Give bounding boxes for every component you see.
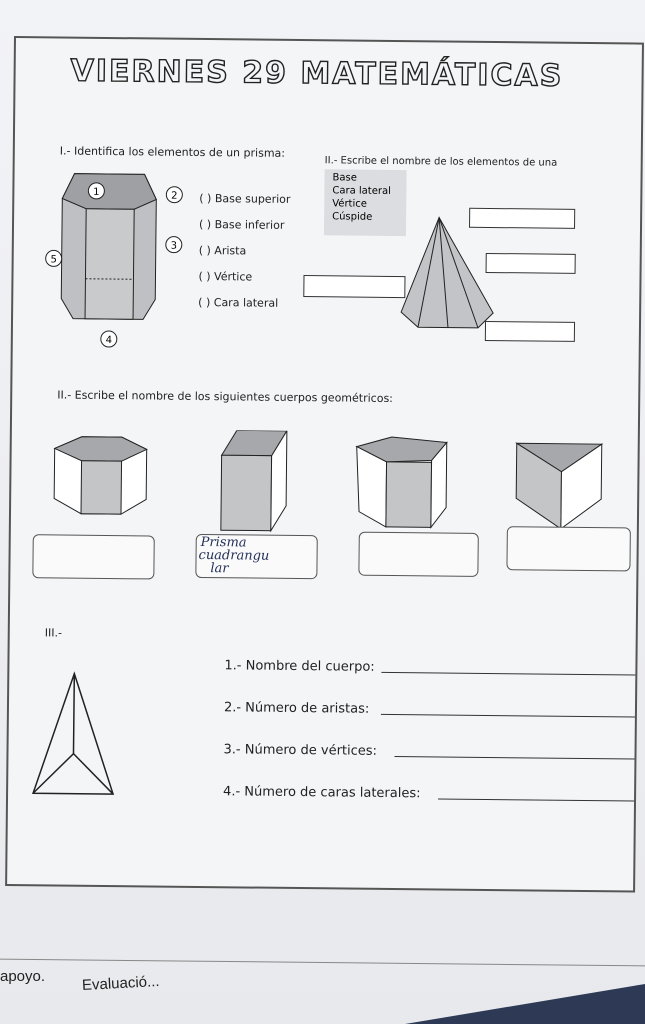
answer-box-3[interactable] <box>358 532 478 577</box>
word-base: Base <box>332 172 357 184</box>
answer-box-cuspide[interactable] <box>469 208 575 229</box>
question-3: 3.- Número de vértices: <box>223 742 378 759</box>
handwritten-line-3: lar <box>210 561 229 577</box>
word-vertice: Vértice <box>332 198 368 210</box>
prism-item-base-inferior: ( ) Base inferior <box>198 217 285 232</box>
answer-box-base[interactable] <box>303 275 405 298</box>
word-cara-lateral: Cara lateral <box>332 185 391 197</box>
prism-item-cara-lateral: ( ) Cara lateral <box>198 295 279 310</box>
answer-box-vertice[interactable] <box>485 321 575 342</box>
answer-box-cara[interactable] <box>486 253 576 274</box>
rectangular-prism <box>221 430 287 531</box>
handwritten-line-1: Prisma <box>200 534 247 551</box>
prism-item-base-superior: ( ) Base superior <box>199 191 291 206</box>
hexagonal-prism-diagram <box>43 163 185 349</box>
page-title: VIERNES 29 MATEMÁTICAS <box>70 53 564 94</box>
pentagonal-prism <box>356 437 447 528</box>
svg-text:4: 4 <box>105 334 113 347</box>
svg-text:5: 5 <box>50 254 57 266</box>
answer-line-1[interactable] <box>381 672 635 676</box>
footer-evaluacion: Evaluació... <box>81 972 160 995</box>
section1-heading: I.- Identifica los elementos de un prisma: <box>59 144 286 160</box>
question-1: 1.- Nombre del cuerpo: <box>224 658 375 675</box>
question-2: 2.- Número de aristas: <box>223 700 370 717</box>
answer-line-4[interactable] <box>438 798 634 801</box>
word-cuspide: Cúspide <box>332 211 373 223</box>
prism-item-arista: ( ) Arista <box>198 243 247 258</box>
triangular-pyramid <box>28 668 119 799</box>
section2b-heading: II.- Escribe el nombre de los siguientes cuerpos geométricos: <box>57 388 393 405</box>
svg-text:3: 3 <box>170 240 178 252</box>
worksheet <box>5 36 644 893</box>
footer-apoyo: apoyo. <box>0 968 46 985</box>
triangular-prism <box>516 443 602 529</box>
answer-box-1[interactable] <box>32 534 154 579</box>
answer-box-4[interactable] <box>506 526 630 571</box>
answer-box-2[interactable] <box>195 534 317 579</box>
hexagonal-prism <box>54 436 147 514</box>
prism-item-vertice: ( ) Vértice <box>198 269 253 284</box>
svg-text:2: 2 <box>171 190 178 202</box>
section2a-heading: II.- Escribe el nombre de los elementos de una <box>324 155 558 169</box>
answer-line-2[interactable] <box>381 714 635 718</box>
handwritten-line-2: cuadrangu <box>198 547 270 564</box>
answer-line-3[interactable] <box>394 756 634 760</box>
label-1: 1 <box>93 186 100 198</box>
section3-heading: III.- <box>44 626 63 640</box>
question-4: 4.- Número de caras laterales: <box>223 784 421 802</box>
